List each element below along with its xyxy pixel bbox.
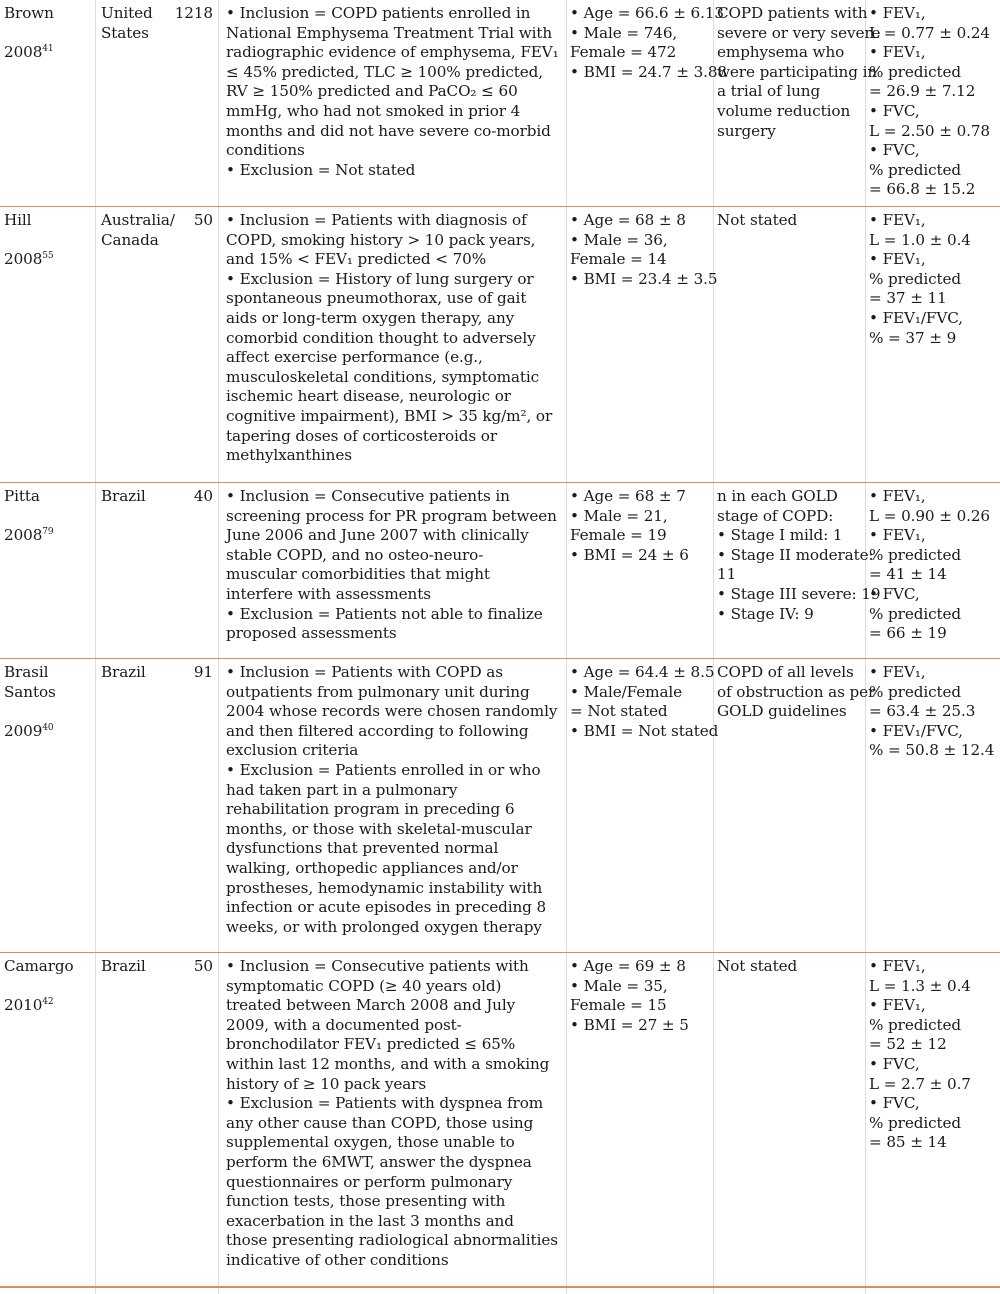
study-cell [4,957,92,1016]
cell-line: those presenting radiological abnormalities [226,1231,558,1250]
cell-line: Brazil [101,487,146,505]
cell-line: months and did not have severe co-morbid [226,121,551,140]
table-row [0,953,1000,1287]
cell-line: tapering doses of corticosteroids or [226,426,497,445]
severity-cell [717,663,876,722]
cell-line: • FEV₁, [869,250,926,269]
cell-line: • Stage II moderate: [717,545,874,564]
cell-line: Female = 15 [570,996,667,1015]
cell-line: Female = 14 [570,250,667,269]
demographics-cell [570,663,719,741]
cell-line: any other cause than COPD, those using [226,1113,534,1132]
reference-number: 40 [42,722,54,733]
cell-line: L = 2.50 ± 0.78 [869,121,990,140]
cell-line: • Exclusion = Patients enrolled in or who [226,760,541,779]
cell-line: Brazil [101,957,146,975]
cell-line: • Stage III severe: 19 [717,584,881,603]
cell-line: exclusion criteria [226,741,359,760]
cell-line: questionnaires or perform pulmonary [226,1172,513,1191]
cell-line: • Male = 35, [570,976,668,995]
cell-line: • FEV₁, [869,4,926,22]
cell-line: muscular comorbidities that might [226,565,490,584]
cell-line: • FEV₁, [869,663,926,681]
study-cell [4,487,92,546]
cell-line: % predicted [869,1015,962,1034]
criteria-cell [226,4,568,180]
cell-line: % predicted [869,62,962,81]
cell-line: conditions [226,141,305,160]
cell-line: walking, orthopedic appliances and/or [226,858,518,877]
cell-line: comorbid condition thought to adversely [226,328,536,347]
cell-line: Canada [101,230,159,249]
lung-function-cell [869,487,1000,644]
cell-line: • Age = 66.6 ± 6.13 [570,4,724,22]
cell-line: history of ≥ 10 pack years [226,1074,427,1093]
cell-line: • Male/Female [570,682,683,701]
demographics-cell [570,487,715,565]
cell-line: • Inclusion = COPD patients enrolled in [226,4,531,22]
cell-line: • FEV₁, [869,487,926,505]
cell-line: ischemic heart disease, neurologic or [226,387,511,406]
year-text: 2009 [4,721,43,740]
cell-line: function tests, those presenting with [226,1192,506,1211]
year-text: 2008 [4,526,43,545]
cell-line: 11 [717,565,737,584]
cell-line: • FEV₁/FVC, [869,721,963,740]
cell-line: weeks, or with prolonged oxygen therapy [226,917,542,936]
severity-cell [717,4,881,141]
cell-line: and then filtered according to following [226,721,529,740]
cell-line: • Stage IV: 9 [717,604,814,623]
severity-cell [717,957,867,977]
sample-size-cell: 50 [193,211,213,229]
cell-line: • Male = 746, [570,23,678,42]
cell-line: • Exclusion = Patients not able to finalize [226,604,543,623]
study-cell [4,211,92,270]
reference-number: 41 [42,44,54,55]
cell-line: Australia/ [101,211,175,229]
cell-line: treated between March 2008 and July [226,996,516,1015]
cell-line: = 41 ± 14 [869,565,947,584]
cell-line: perform the 6MWT, answer the dyspnea [226,1152,532,1171]
cell-line: mmHg, who had not smoked in prior 4 [226,101,521,120]
cell-line: within last 12 months, and with a smoking [226,1054,550,1073]
cell-line: L = 2.7 ± 0.7 [869,1074,971,1093]
lung-function-cell [869,957,1000,1153]
lung-function-cell [869,4,1000,200]
cell-line: • FVC, [869,584,920,603]
cell-line: L = 0.90 ± 0.26 [869,506,990,525]
cell-line: months, or those with skeletal-muscular [226,819,532,838]
cell-line: United [101,4,153,22]
study-author: Santos [4,682,56,701]
cell-line: = 85 ± 14 [869,1133,947,1152]
reference-number: 79 [42,527,54,538]
cell-line: indicative of other conditions [226,1250,449,1269]
cell-line: • Exclusion = Patients with dyspnea from [226,1094,544,1113]
criteria-cell [226,957,568,1271]
cell-line: Female = 19 [570,526,667,545]
cell-line: symptomatic COPD (≥ 40 years old) [226,976,502,995]
cell-line: aids or long-term oxygen therapy, any [226,308,515,327]
year-text: 2008 [4,43,43,62]
cell-line: • Inclusion = Consecutive patients with [226,957,529,975]
cell-line: = 26.9 ± 7.12 [869,82,976,101]
cell-line: cognitive impairment), BMI > 35 kg/m², or [226,406,553,425]
table-row [0,0,1000,207]
cell-line: musculoskeletal conditions, symptomatic [226,367,540,386]
cell-line: supplemental oxygen, those unable to [226,1133,515,1152]
criteria-cell [226,487,568,644]
cell-line: COPD, smoking history > 10 pack years, [226,230,536,249]
study-author: Camargo [4,957,74,975]
sample-size-cell: 1218 [174,4,213,22]
cell-line: volume reduction [717,101,851,120]
cell-line: % predicted [869,682,962,701]
cell-line: 2009, with a documented post- [226,1015,462,1034]
cell-line: Not stated [717,957,798,975]
cell-line: • Male = 36, [570,230,668,249]
cell-line: ≤ 45% predicted, TLC ≥ 100% predicted, [226,62,544,81]
cell-line: % predicted [869,545,962,564]
cell-line: COPD of all levels [717,663,854,681]
cell-line: had taken part in a pulmonary [226,780,458,799]
study-author: Pitta [4,487,40,505]
cell-line: exacerbation in the last 3 months and [226,1211,514,1230]
cell-line: • FVC, [869,1094,920,1113]
cell-line: • Exclusion = History of lung surgery or [226,269,534,288]
cell-line: • FVC, [869,141,920,160]
cell-line: • FEV₁/FVC, [869,308,963,327]
year-text: 2010 [4,996,43,1015]
demographics-cell [570,957,715,1035]
sample-size-cell: 91 [193,663,213,681]
cell-line: 2004 whose records were chosen randomly [226,702,558,721]
cell-line: emphysema who [717,43,845,62]
cell-line: Brazil [101,663,146,681]
cell-line: % predicted [869,604,962,623]
criteria-cell [226,663,568,937]
study-author: Brasil [4,663,49,681]
reference-number: 42 [42,997,54,1008]
cell-line: • FEV₁, [869,526,926,545]
demographics-cell [570,4,727,82]
cell-line: and 15% < FEV₁ predicted < 70% [226,250,487,269]
cell-line: Not stated [717,211,798,229]
cell-line: • BMI = 24 ± 6 [570,545,689,564]
study-author: Brown [4,4,54,22]
cell-line: • Age = 68 ± 7 [570,487,686,505]
cell-line: • FEV₁, [869,996,926,1015]
cell-line: • Male = 21, [570,506,668,525]
cell-line: dysfunctions that prevented normal [226,839,499,858]
study-year [4,250,92,270]
cell-line: • BMI = 24.7 ± 3.88 [570,62,727,81]
study-year [4,43,92,63]
cell-line: outpatients from pulmonary unit during [226,682,530,701]
cell-line: RV ≥ 150% predicted and PaCO₂ ≤ 60 [226,82,518,101]
cell-line: L = 0.77 ± 0.24 [869,23,990,42]
table-row [0,207,1000,483]
cell-line: GOLD guidelines [717,702,847,721]
cell-line: = 66 ± 19 [869,624,947,643]
cell-line: National Emphysema Treatment Trial with [226,23,553,42]
cell-line: • FVC, [869,101,920,120]
severity-cell [717,487,881,624]
cell-line: % = 50.8 ± 12.4 [869,741,995,760]
cell-line: • Age = 68 ± 8 [570,211,686,229]
cell-line: • Inclusion = Consecutive patients in [226,487,510,505]
cell-line: infection or acute episodes in preceding 8 [226,898,547,917]
cell-line: severe or very severe [717,23,881,42]
cell-line: = 66.8 ± 15.2 [869,180,976,199]
cell-line: = 63.4 ± 25.3 [869,702,976,721]
cell-line: surgery [717,121,776,140]
cell-line: • Inclusion = Patients with COPD as [226,663,503,681]
severity-cell [717,211,867,231]
cell-line: • Age = 69 ± 8 [570,957,686,975]
cell-line: States [101,23,149,42]
lung-function-cell [869,211,1000,348]
cell-line: • BMI = Not stated [570,721,719,740]
cell-line: spontaneous pneumothorax, use of gait [226,289,527,308]
study-year [4,722,92,742]
demographics-cell [570,211,718,289]
cell-line: stage of COPD: [717,506,834,525]
study-cell [4,663,92,741]
cell-line: methylxanthines [226,446,352,465]
cell-line: n in each GOLD [717,487,838,505]
cell-line: interfere with assessments [226,584,431,603]
criteria-cell [226,211,568,466]
cell-line: % = 37 ± 9 [869,328,957,347]
cell-line: proposed assessments [226,624,397,643]
cell-line: June 2006 and June 2007 with clinically [226,526,529,545]
table-bottom-rule [0,1287,1000,1288]
study-year [4,526,92,546]
sample-size-cell: 40 [193,487,213,505]
cell-line: • BMI = 23.4 ± 3.5 [570,269,718,288]
study-cell [4,4,92,63]
cell-line: prostheses, hemodynamic instability with [226,878,543,897]
cell-line: • FEV₁, [869,211,926,229]
cell-line: bronchodilator FEV₁ predicted ≤ 65% [226,1035,516,1054]
cell-line: • FEV₁, [869,957,926,975]
cell-line: % predicted [869,1113,962,1132]
cell-line: affect exercise performance (e.g., [226,348,483,367]
cell-line: % predicted [869,160,962,179]
cell-line: L = 1.0 ± 0.4 [869,230,971,249]
cell-line: = 52 ± 12 [869,1035,947,1054]
table-row [0,483,1000,659]
reference-number: 55 [42,251,54,262]
cell-line: COPD patients with [717,4,868,22]
cell-line: a trial of lung [717,82,821,101]
table-row [0,659,1000,953]
cell-line: • BMI = 27 ± 5 [570,1015,689,1034]
cell-line: radiographic evidence of emphysema, FEV₁ [226,43,559,62]
cell-line: Female = 472 [570,43,677,62]
sample-size-cell: 50 [193,957,213,975]
cell-line: screening process for PR program between [226,506,557,525]
study-author: Hill [4,211,32,229]
cell-line: • FEV₁, [869,43,926,62]
cell-line: • FVC, [869,1054,920,1073]
lung-function-cell [869,663,1000,761]
cell-line: stable COPD, and no osteo-neuro- [226,545,484,564]
cell-line: were participating in [717,62,878,81]
cell-line: % predicted [869,269,962,288]
year-text: 2008 [4,250,43,269]
study-year [4,996,92,1016]
cell-line: • Stage I mild: 1 [717,526,843,545]
cell-line: • Exclusion = Not stated [226,160,416,179]
cell-line: • Age = 64.4 ± 8.5 [570,663,715,681]
cell-line: = Not stated [570,702,668,721]
cell-line: • Inclusion = Patients with diagnosis of [226,211,527,229]
cell-line: L = 1.3 ± 0.4 [869,976,971,995]
cell-line: of obstruction as per [717,682,876,701]
cell-line: = 37 ± 11 [869,289,947,308]
cell-line: rehabilitation program in preceding 6 [226,800,515,819]
